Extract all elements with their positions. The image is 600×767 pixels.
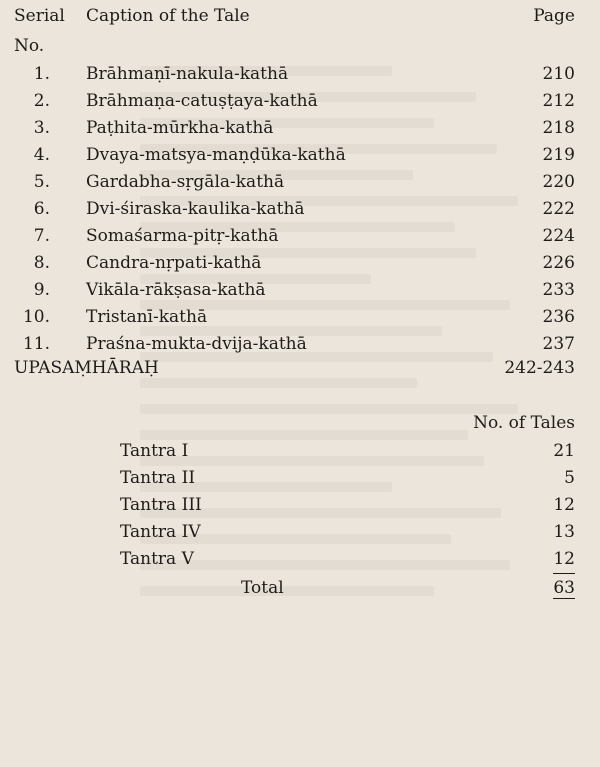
tale-page: 233 — [542, 280, 575, 300]
header-page: Page — [533, 6, 575, 26]
tale-number: 3. — [33, 118, 50, 138]
tale-row — [0, 172, 600, 196]
tantra-name: Tantra IV — [120, 522, 201, 542]
tale-row — [0, 91, 600, 115]
tantra-name: Tantra V — [120, 549, 194, 569]
tale-row — [0, 334, 600, 358]
tantra-count: 13 — [553, 522, 575, 542]
tale-page: 218 — [542, 118, 575, 138]
tantra-row — [0, 441, 600, 465]
tale-row — [0, 118, 600, 142]
tantra-name: Tantra III — [120, 495, 202, 515]
tale-page: 220 — [542, 172, 575, 192]
tale-caption: Dvaya-matsya-maṇḍūka-kathā — [86, 145, 346, 165]
tale-number: 1. — [33, 64, 50, 84]
tale-number: 2. — [33, 91, 50, 111]
tantra-count: 12 — [553, 549, 575, 569]
tale-number: 6. — [33, 199, 50, 219]
tale-page: 210 — [542, 64, 575, 84]
total-value: 63 — [553, 578, 575, 598]
tantra-name: Tantra I — [120, 441, 189, 461]
tale-caption: Brāhmaṇa-catuṣṭaya-kathā — [86, 91, 318, 111]
tale-row — [0, 226, 600, 250]
tale-caption: Somaśarma-pitṛ-kathā — [86, 226, 279, 246]
tantra-row — [0, 495, 600, 519]
tale-caption: Candra-nṛpati-kathā — [86, 253, 262, 273]
upasamhara-page: 242-243 — [504, 358, 575, 378]
tantra-row — [0, 549, 600, 573]
tale-number: 5. — [33, 172, 50, 192]
tantra-count: 5 — [564, 468, 575, 488]
tales-count-header: No. of Tales — [473, 413, 575, 433]
tale-page: 219 — [542, 145, 575, 165]
tantra-row — [0, 468, 600, 492]
tale-number: 9. — [33, 280, 50, 300]
tale-page: 224 — [542, 226, 575, 246]
tale-number: 10. — [22, 307, 50, 327]
tale-number: 4. — [33, 145, 50, 165]
total-label: Total — [241, 578, 284, 598]
header-caption: Caption of the Tale — [86, 6, 250, 26]
tale-caption: Praśna-mukta-dvija-kathā — [86, 334, 307, 354]
tale-number: 8. — [33, 253, 50, 273]
tale-caption: Brāhmaṇī-nakula-kathā — [86, 64, 289, 84]
tale-page: 222 — [542, 199, 575, 219]
tale-row — [0, 64, 600, 88]
tantra-count: 12 — [553, 495, 575, 515]
tale-row — [0, 253, 600, 277]
sum-rule — [553, 573, 575, 574]
tantra-count: 21 — [553, 441, 575, 461]
tale-page: 212 — [542, 91, 575, 111]
tale-caption: Vikāla-rākṣasa-kathā — [86, 280, 266, 300]
header-serial: Serial — [14, 6, 65, 26]
tale-page: 226 — [542, 253, 575, 273]
tale-number: 7. — [33, 226, 50, 246]
header-no: No. — [14, 36, 45, 56]
tale-row — [0, 307, 600, 331]
tale-caption: Gardabha-sṛgāla-kathā — [86, 172, 285, 192]
tale-caption: Dvi-śiraska-kaulika-kathā — [86, 199, 305, 219]
tale-row — [0, 199, 600, 223]
tantra-name: Tantra II — [120, 468, 196, 488]
tale-page: 237 — [542, 334, 575, 354]
upasamhara-label: UPASAṂHĀRAḤ — [14, 358, 159, 378]
tantra-row — [0, 522, 600, 546]
tale-row — [0, 280, 600, 304]
tale-caption: Tristanī-kathā — [86, 307, 208, 327]
tale-caption: Paṭhita-mūrkha-kathā — [86, 118, 274, 138]
tale-number: 11. — [22, 334, 50, 354]
tale-row — [0, 145, 600, 169]
tale-page: 236 — [542, 307, 575, 327]
